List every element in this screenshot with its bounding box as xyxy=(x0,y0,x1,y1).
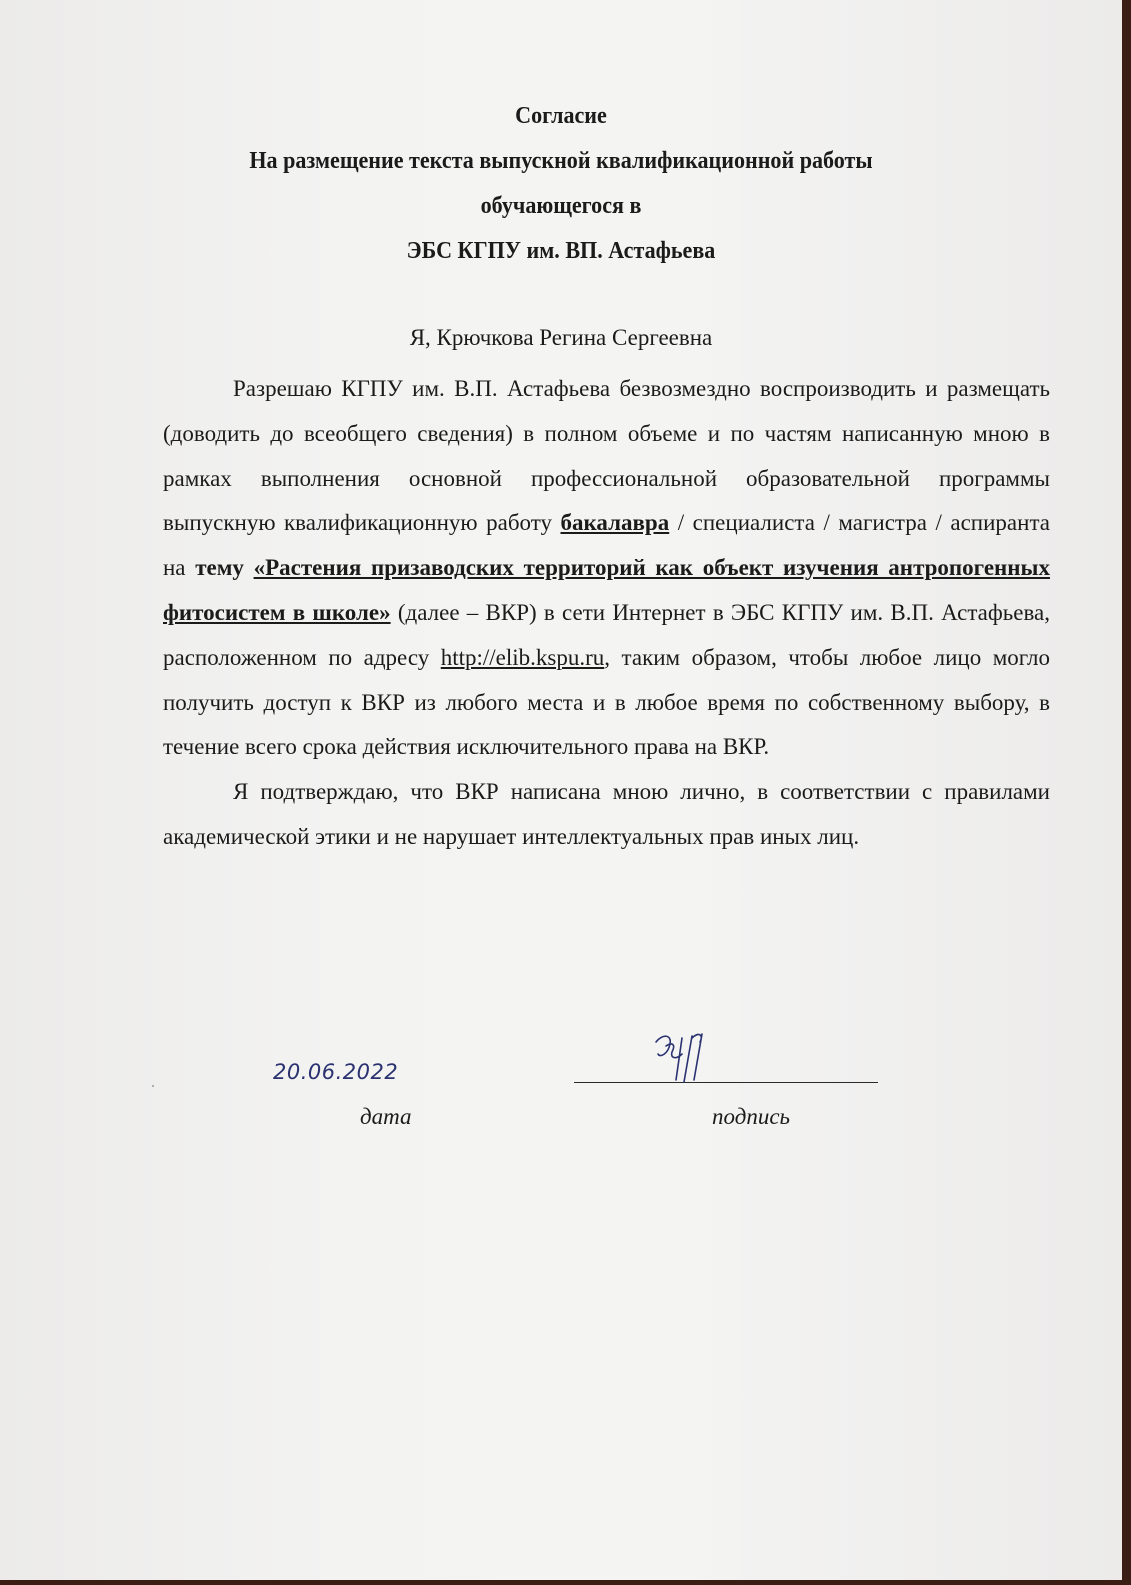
title-line-4: ЭБС КГПУ им. ВП. Астафьева xyxy=(406,238,716,264)
consent-paragraph xyxy=(163,367,1050,770)
elib-link[interactable]: http://elib.kspu.ru xyxy=(440,644,605,670)
thesis-topic: «Растения призаводских территорий как объект изучения антропогенных фитосистем в школе» xyxy=(163,555,1050,625)
title-line-2: На размещение текста выпускной квалификационной работы xyxy=(249,148,873,174)
document-title xyxy=(45,94,1077,274)
degree-options: / специалиста / магистра / аспиранта на xyxy=(163,510,1050,581)
paragraph-text: , таким образом, чтобы любое лицо могло получить доступ к ВКР из любого места и в любое время по собственному выбору, в течение всего срока действия исключительного права на ВКР. xyxy=(163,644,1050,760)
paragraph-text: (далее – ВКР) в сети Интернет в ЭБС КГПУ им. В.П. Астафьева, расположенном по адресу xyxy=(163,599,1050,670)
confirmation-paragraph: Я подтверждаю, что ВКР написана мною лично, в соответствии с правилами академической этики и не нарушает интеллектуальных прав иных лиц. xyxy=(163,779,1050,849)
declarant-name: Я, Крючкова Регина Сергеевна xyxy=(409,325,713,350)
handwritten-signature xyxy=(648,1028,718,1088)
title-line-3: обучающегося в xyxy=(480,193,642,219)
signature-line xyxy=(574,1082,878,1083)
topic-label: тему xyxy=(195,555,244,581)
date-label: дата xyxy=(360,1104,412,1129)
handwritten-date: 20.06.2022 xyxy=(273,1060,399,1084)
title-line-1: Согласие xyxy=(515,103,607,129)
degree-selected: бакалавра xyxy=(560,510,670,536)
paper-speck xyxy=(152,1085,154,1087)
paragraph-text: Разрешаю КГПУ им. В.П. Астафьева безвозмездно воспроизводить и размещать (доводить до всеобщего сведения) в полном объеме и по частям написанную мною в рамках выполнения основной профессиональной образовательной программы выпускную квалификационную работу xyxy=(163,376,1050,536)
signature-label: подпись xyxy=(712,1104,791,1129)
consent-body xyxy=(163,367,1050,860)
